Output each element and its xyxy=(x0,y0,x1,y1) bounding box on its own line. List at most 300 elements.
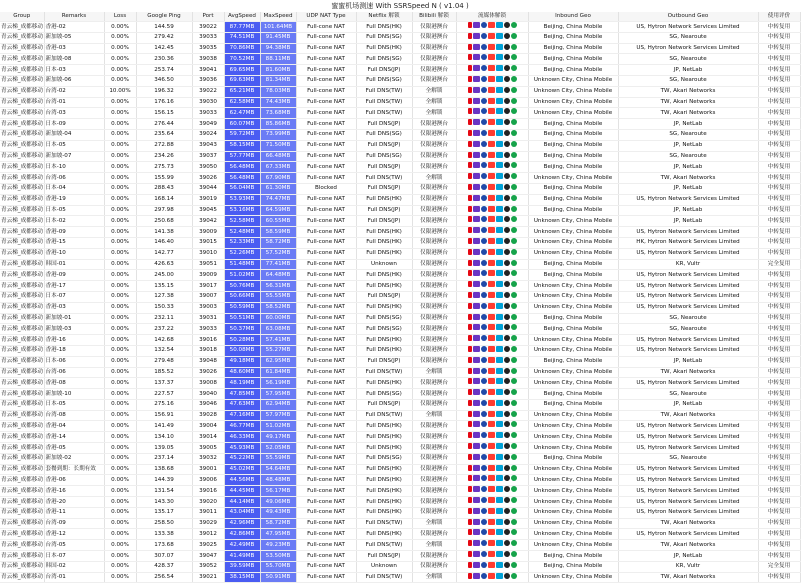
bilibili-icon xyxy=(496,421,503,427)
cell-max-speed: 101.64MB xyxy=(260,22,296,33)
disney-icon xyxy=(481,76,487,82)
cell-avg-speed: 50.51MB xyxy=(224,313,260,324)
abema-icon xyxy=(504,465,510,471)
disney-icon xyxy=(481,486,487,492)
table-row[interactable] xyxy=(0,432,800,443)
table-row[interactable] xyxy=(0,281,800,292)
hbo-icon xyxy=(473,454,480,460)
disney-icon xyxy=(481,529,487,535)
table-row[interactable] xyxy=(0,173,800,184)
primevideo-icon xyxy=(511,238,517,244)
cell-outbound-geo: JP, NetLab xyxy=(618,399,758,410)
stream-icons xyxy=(468,551,517,557)
disney-icon xyxy=(481,465,487,471)
cell-remarks: 香港-18 xyxy=(44,345,104,356)
disney-icon xyxy=(481,33,487,39)
table-row[interactable] xyxy=(0,54,800,65)
table-row[interactable] xyxy=(0,22,800,33)
cell-inbound-geo: Beijing, China Mobile xyxy=(528,453,618,464)
header-udp-nat-type[interactable]: UDP NAT Type xyxy=(296,12,356,22)
cell-inbound-geo: Beijing, China Mobile xyxy=(528,129,618,140)
table-row[interactable] xyxy=(0,162,800,173)
youtube-icon xyxy=(488,206,495,212)
cell-group: 青云梯_成都移动 xyxy=(0,43,44,54)
table-row[interactable] xyxy=(0,194,800,205)
cell-udp-nat-type: Full-cone NAT xyxy=(296,443,356,454)
disney-icon xyxy=(481,260,487,266)
cell-udp-nat-type: Full-cone NAT xyxy=(296,432,356,443)
youtube-icon xyxy=(488,551,495,557)
youtube-icon xyxy=(488,519,495,525)
cell-inbound-geo: Beijing, China Mobile xyxy=(528,140,618,151)
primevideo-icon xyxy=(511,389,517,395)
cell-rating: 中转复用 xyxy=(758,313,800,324)
cell-bilibili: 仅限港澳台 xyxy=(412,313,456,324)
netflix-icon xyxy=(468,119,472,125)
netflix-icon xyxy=(468,465,472,471)
abema-icon xyxy=(504,357,510,363)
cell-google-ping: 279.48 xyxy=(136,356,192,367)
cell-streaming xyxy=(456,75,528,86)
cell-inbound-geo: Unknown City, China Mobile xyxy=(528,518,618,529)
header-loss[interactable]: Loss xyxy=(104,12,136,22)
table-row[interactable] xyxy=(0,313,800,324)
cell-rating: 完全复用 xyxy=(758,561,800,572)
cell-bilibili: 仅限港澳台 xyxy=(412,140,456,151)
cell-max-speed: 85.86MB xyxy=(260,119,296,130)
cell-udp-nat-type: Full-cone NAT xyxy=(296,227,356,238)
hbo-icon xyxy=(473,421,480,427)
disney-icon xyxy=(481,65,487,71)
cell-remarks: 套餐到期：长期有效 xyxy=(44,464,104,475)
bilibili-icon xyxy=(496,411,503,417)
cell-netflix: Full DNS(HK) xyxy=(356,22,412,33)
table-row[interactable] xyxy=(0,507,800,518)
table-row[interactable] xyxy=(0,464,800,475)
cell-bilibili: 仅限港澳台 xyxy=(412,561,456,572)
cell-loss: 0.00% xyxy=(104,421,136,432)
table-row[interactable] xyxy=(0,324,800,335)
cell-streaming xyxy=(456,270,528,281)
youtube-icon xyxy=(488,238,495,244)
cell-group: 青云梯_成都移动 xyxy=(0,486,44,497)
cell-rating: 中转复用 xyxy=(758,183,800,194)
cell-netflix: Full DNS(TW) xyxy=(356,540,412,551)
cell-rating: 中转复用 xyxy=(758,378,800,389)
results-table xyxy=(0,12,801,583)
cell-max-speed: 57.95MB xyxy=(260,389,296,400)
table-row[interactable] xyxy=(0,108,800,119)
hbo-icon xyxy=(473,108,480,114)
cell-udp-nat-type: Full-cone NAT xyxy=(296,561,356,572)
table-row[interactable] xyxy=(0,551,800,562)
header-port[interactable]: Port xyxy=(192,12,224,22)
cell-port: 39041 xyxy=(192,65,224,76)
cell-netflix: Full DNS(HK) xyxy=(356,529,412,540)
table-row[interactable] xyxy=(0,151,800,162)
cell-bilibili: 全解锁 xyxy=(412,108,456,119)
primevideo-icon xyxy=(511,195,517,201)
cell-rating: 中转复用 xyxy=(758,507,800,518)
cell-google-ping: 133.38 xyxy=(136,529,192,540)
cell-streaming xyxy=(456,356,528,367)
cell-rating: 中转复用 xyxy=(758,151,800,162)
table-row[interactable] xyxy=(0,32,800,43)
header-avg-speed[interactable]: AvgSpeed xyxy=(224,12,260,22)
bilibili-icon xyxy=(496,206,503,212)
cell-port: 39031 xyxy=(192,313,224,324)
cell-inbound-geo: Unknown City, China Mobile xyxy=(528,464,618,475)
cell-loss: 0.00% xyxy=(104,119,136,130)
cell-rating: 中转复用 xyxy=(758,389,800,400)
cell-loss: 0.00% xyxy=(104,551,136,562)
hbo-icon xyxy=(473,76,480,82)
abema-icon xyxy=(504,540,510,546)
cell-outbound-geo: TW, Akari Networks xyxy=(618,108,758,119)
cell-loss: 0.00% xyxy=(104,205,136,216)
cell-port: 39014 xyxy=(192,432,224,443)
cell-max-speed: 57.52MB xyxy=(260,248,296,259)
cell-netflix: Full DNS(SG) xyxy=(356,54,412,65)
cell-udp-nat-type: Full-cone NAT xyxy=(296,216,356,227)
cell-inbound-geo: Beijing, China Mobile xyxy=(528,162,618,173)
youtube-icon xyxy=(488,497,495,503)
cell-inbound-geo: Unknown City, China Mobile xyxy=(528,345,618,356)
cell-max-speed: 57.41MB xyxy=(260,335,296,346)
cell-group: 青云梯_成都移动 xyxy=(0,248,44,259)
abema-icon xyxy=(504,173,510,179)
cell-inbound-geo: Beijing, China Mobile xyxy=(528,54,618,65)
table-row[interactable] xyxy=(0,97,800,108)
cell-bilibili: 全解锁 xyxy=(412,97,456,108)
table-row[interactable] xyxy=(0,561,800,572)
cell-remarks: 台湾-09 xyxy=(44,518,104,529)
cell-remarks: 日本-07 xyxy=(44,551,104,562)
abema-icon xyxy=(504,206,510,212)
netflix-icon xyxy=(468,314,472,320)
table-row[interactable] xyxy=(0,443,800,454)
stream-icons xyxy=(468,475,517,481)
cell-netflix: Full DNS(HK) xyxy=(356,507,412,518)
cell-rating: 中转复用 xyxy=(758,356,800,367)
cell-remarks: 香港-16 xyxy=(44,335,104,346)
cell-google-ping: 144.59 xyxy=(136,22,192,33)
bilibili-icon xyxy=(496,303,503,309)
header-remarks[interactable]: Remarks xyxy=(44,12,104,22)
abema-icon xyxy=(504,486,510,492)
cell-remarks: 新加坡-04 xyxy=(44,129,104,140)
table-row[interactable] xyxy=(0,43,800,54)
hbo-icon xyxy=(473,206,480,212)
header-bilibili[interactable]: Bilibili 解锁 xyxy=(412,12,456,22)
primevideo-icon xyxy=(511,400,517,406)
table-row[interactable] xyxy=(0,302,800,313)
cell-avg-speed: 59.72MB xyxy=(224,129,260,140)
cell-outbound-geo: TW, Akari Networks xyxy=(618,173,758,184)
cell-outbound-geo: TW, Akari Networks xyxy=(618,367,758,378)
cell-remarks: 香港-14 xyxy=(44,432,104,443)
cell-streaming xyxy=(456,572,528,583)
cell-rating: 中转复用 xyxy=(758,54,800,65)
cell-inbound-geo: Beijing, China Mobile xyxy=(528,324,618,335)
table-row[interactable] xyxy=(0,399,800,410)
cell-netflix: Full DNS(JP) xyxy=(356,291,412,302)
bilibili-icon xyxy=(496,270,503,276)
table-row[interactable] xyxy=(0,129,800,140)
cell-inbound-geo: Unknown City, China Mobile xyxy=(528,291,618,302)
cell-port: 39030 xyxy=(192,97,224,108)
cell-outbound-geo: TW, Akari Networks xyxy=(618,97,758,108)
stream-icons xyxy=(468,335,517,341)
disney-icon xyxy=(481,44,487,50)
cell-loss: 0.00% xyxy=(104,129,136,140)
cell-avg-speed: 74.51MB xyxy=(224,32,260,43)
cell-loss: 0.00% xyxy=(104,432,136,443)
cell-udp-nat-type: Full-cone NAT xyxy=(296,518,356,529)
cell-port: 39011 xyxy=(192,507,224,518)
abema-icon xyxy=(504,249,510,255)
cell-rating: 中转复用 xyxy=(758,43,800,54)
cell-loss: 0.00% xyxy=(104,464,136,475)
cell-outbound-geo: TW, Akari Networks xyxy=(618,540,758,551)
cell-rating: 中转复用 xyxy=(758,65,800,76)
header-streaming[interactable]: 流媒体解锁 xyxy=(456,12,528,22)
disney-icon xyxy=(481,54,487,60)
disney-icon xyxy=(481,162,487,168)
table-row[interactable] xyxy=(0,86,800,97)
cell-group: 青云梯_成都移动 xyxy=(0,75,44,86)
cell-bilibili: 全解锁 xyxy=(412,518,456,529)
cell-netflix: Full DNS(JP) xyxy=(356,183,412,194)
cell-bilibili: 仅限港澳台 xyxy=(412,75,456,86)
table-row[interactable] xyxy=(0,140,800,151)
cell-rating: 中转复用 xyxy=(758,108,800,119)
cell-netflix: Full DNS(HK) xyxy=(356,345,412,356)
cell-streaming xyxy=(456,108,528,119)
table-row[interactable] xyxy=(0,248,800,259)
stream-icons xyxy=(468,529,517,535)
table-row[interactable] xyxy=(0,183,800,194)
cell-bilibili: 仅限港澳台 xyxy=(412,497,456,508)
cell-google-ping: 234.26 xyxy=(136,151,192,162)
cell-max-speed: 47.95MB xyxy=(260,529,296,540)
cell-streaming xyxy=(456,216,528,227)
header-rating[interactable]: 使用评价 xyxy=(758,12,800,22)
table-row[interactable] xyxy=(0,259,800,270)
cell-loss: 0.00% xyxy=(104,32,136,43)
cell-google-ping: 245.00 xyxy=(136,270,192,281)
table-row[interactable] xyxy=(0,119,800,130)
cell-port: 39010 xyxy=(192,248,224,259)
table-row[interactable] xyxy=(0,270,800,281)
table-row[interactable] xyxy=(0,529,800,540)
table-row[interactable] xyxy=(0,205,800,216)
cell-bilibili: 仅限港澳台 xyxy=(412,486,456,497)
table-row[interactable] xyxy=(0,518,800,529)
cell-inbound-geo: Beijing, China Mobile xyxy=(528,389,618,400)
disney-icon xyxy=(481,432,487,438)
primevideo-icon xyxy=(511,421,517,427)
cell-loss: 0.00% xyxy=(104,270,136,281)
netflix-icon xyxy=(468,152,472,158)
header-group[interactable]: Group xyxy=(0,12,44,22)
youtube-icon xyxy=(488,195,495,201)
stream-icons xyxy=(468,378,517,384)
hbo-icon xyxy=(473,497,480,503)
bilibili-icon xyxy=(496,119,503,125)
cell-bilibili: 仅限港澳台 xyxy=(412,216,456,227)
header-inbound-geo[interactable]: Inbound Geo xyxy=(528,12,618,22)
cell-udp-nat-type: Full-cone NAT xyxy=(296,259,356,270)
table-row[interactable] xyxy=(0,65,800,76)
youtube-icon xyxy=(488,303,495,309)
cell-netflix: Full DNS(SG) xyxy=(356,313,412,324)
cell-avg-speed: 49.18MB xyxy=(224,356,260,367)
primevideo-icon xyxy=(511,346,517,352)
cell-google-ping: 253.74 xyxy=(136,65,192,76)
table-row[interactable] xyxy=(0,572,800,583)
stream-icons xyxy=(468,357,517,363)
youtube-icon xyxy=(488,44,495,50)
table-row[interactable] xyxy=(0,356,800,367)
cell-bilibili: 仅限港澳台 xyxy=(412,399,456,410)
cell-port: 39017 xyxy=(192,281,224,292)
cell-streaming xyxy=(456,432,528,443)
table-row[interactable] xyxy=(0,367,800,378)
cell-group: 青云梯_成都移动 xyxy=(0,151,44,162)
cell-avg-speed: 47.16MB xyxy=(224,410,260,421)
table-row[interactable] xyxy=(0,378,800,389)
table-row[interactable] xyxy=(0,389,800,400)
primevideo-icon xyxy=(511,540,517,546)
cell-google-ping: 155.99 xyxy=(136,173,192,184)
cell-udp-nat-type: Full-cone NAT xyxy=(296,529,356,540)
bilibili-icon xyxy=(496,389,503,395)
header-outbound-geo[interactable]: Outbound Geo xyxy=(618,12,758,22)
cell-rating: 中转复用 xyxy=(758,540,800,551)
cell-netflix: Full DNS(HK) xyxy=(356,497,412,508)
cell-group: 青云梯_成都移动 xyxy=(0,259,44,270)
disney-icon xyxy=(481,551,487,557)
cell-inbound-geo: Beijing, China Mobile xyxy=(528,551,618,562)
bilibili-icon xyxy=(496,432,503,438)
bilibili-icon xyxy=(496,238,503,244)
bilibili-icon xyxy=(496,529,503,535)
table-row[interactable] xyxy=(0,540,800,551)
netflix-icon xyxy=(468,346,472,352)
cell-port: 39033 xyxy=(192,324,224,335)
table-row[interactable] xyxy=(0,291,800,302)
cell-google-ping: 235.64 xyxy=(136,129,192,140)
table-row[interactable] xyxy=(0,497,800,508)
cell-netflix: Unknown xyxy=(356,259,412,270)
cell-udp-nat-type: Full-cone NAT xyxy=(296,108,356,119)
abema-icon xyxy=(504,292,510,298)
header-google-ping[interactable]: Google Ping xyxy=(136,12,192,22)
cell-netflix: Full DNS(SG) xyxy=(356,75,412,86)
cell-netflix: Unknown xyxy=(356,561,412,572)
table-row[interactable] xyxy=(0,237,800,248)
cell-udp-nat-type: Full-cone NAT xyxy=(296,270,356,281)
cell-group: 青云梯_成都移动 xyxy=(0,54,44,65)
abema-icon xyxy=(504,475,510,481)
cell-streaming xyxy=(456,227,528,238)
cell-inbound-geo: Unknown City, China Mobile xyxy=(528,572,618,583)
table-row[interactable] xyxy=(0,216,800,227)
table-row[interactable] xyxy=(0,421,800,432)
cell-outbound-geo: HK, Hytron Network Services Limited xyxy=(618,237,758,248)
netflix-icon xyxy=(468,44,472,50)
cell-streaming xyxy=(456,194,528,205)
cell-remarks: 新加坡-10 xyxy=(44,389,104,400)
cell-udp-nat-type: Full-cone NAT xyxy=(296,119,356,130)
cell-loss: 0.00% xyxy=(104,194,136,205)
cell-rating: 中转复用 xyxy=(758,291,800,302)
youtube-icon xyxy=(488,465,495,471)
hbo-icon xyxy=(473,152,480,158)
table-row[interactable] xyxy=(0,75,800,86)
hbo-icon xyxy=(473,486,480,492)
youtube-icon xyxy=(488,421,495,427)
primevideo-icon xyxy=(511,98,517,104)
disney-icon xyxy=(481,206,487,212)
hbo-icon xyxy=(473,216,480,222)
table-row[interactable] xyxy=(0,345,800,356)
cell-outbound-geo: SG, Nearoute xyxy=(618,75,758,86)
cell-google-ping: 146.40 xyxy=(136,237,192,248)
netflix-icon xyxy=(468,206,472,212)
cell-outbound-geo: JP, NetLab xyxy=(618,162,758,173)
cell-google-ping: 232.11 xyxy=(136,313,192,324)
abema-icon xyxy=(504,227,510,233)
primevideo-icon xyxy=(511,551,517,557)
table-row[interactable] xyxy=(0,486,800,497)
cell-udp-nat-type: Full-cone NAT xyxy=(296,173,356,184)
cell-loss: 0.00% xyxy=(104,281,136,292)
header-netflix[interactable]: Netflix 解锁 xyxy=(356,12,412,22)
abema-icon xyxy=(504,303,510,309)
disney-icon xyxy=(481,270,487,276)
cell-udp-nat-type: Full-cone NAT xyxy=(296,453,356,464)
cell-port: 39004 xyxy=(192,421,224,432)
header-max-speed[interactable]: MaxSpeed xyxy=(260,12,296,22)
cell-outbound-geo: US, Hytron Network Services Limited xyxy=(618,270,758,281)
cell-bilibili: 仅限港澳台 xyxy=(412,237,456,248)
cell-rating: 中转复用 xyxy=(758,302,800,313)
cell-bilibili: 全解锁 xyxy=(412,367,456,378)
youtube-icon xyxy=(488,54,495,60)
table-row[interactable] xyxy=(0,475,800,486)
cell-port: 39052 xyxy=(192,561,224,572)
cell-outbound-geo: TW, Akari Networks xyxy=(618,86,758,97)
bilibili-icon xyxy=(496,486,503,492)
cell-streaming xyxy=(456,399,528,410)
cell-rating: 中转复用 xyxy=(758,86,800,97)
primevideo-icon xyxy=(511,249,517,255)
cell-max-speed: 52.05MB xyxy=(260,443,296,454)
cell-avg-speed: 50.08MB xyxy=(224,345,260,356)
cell-max-speed: 55.27MB xyxy=(260,345,296,356)
table-row[interactable] xyxy=(0,227,800,238)
table-row[interactable] xyxy=(0,410,800,421)
table-row[interactable] xyxy=(0,335,800,346)
cell-group: 青云梯_成都移动 xyxy=(0,432,44,443)
youtube-icon xyxy=(488,141,495,147)
cell-bilibili: 仅限港澳台 xyxy=(412,421,456,432)
cell-google-ping: 185.52 xyxy=(136,367,192,378)
netflix-icon xyxy=(468,108,472,114)
table-row[interactable] xyxy=(0,453,800,464)
